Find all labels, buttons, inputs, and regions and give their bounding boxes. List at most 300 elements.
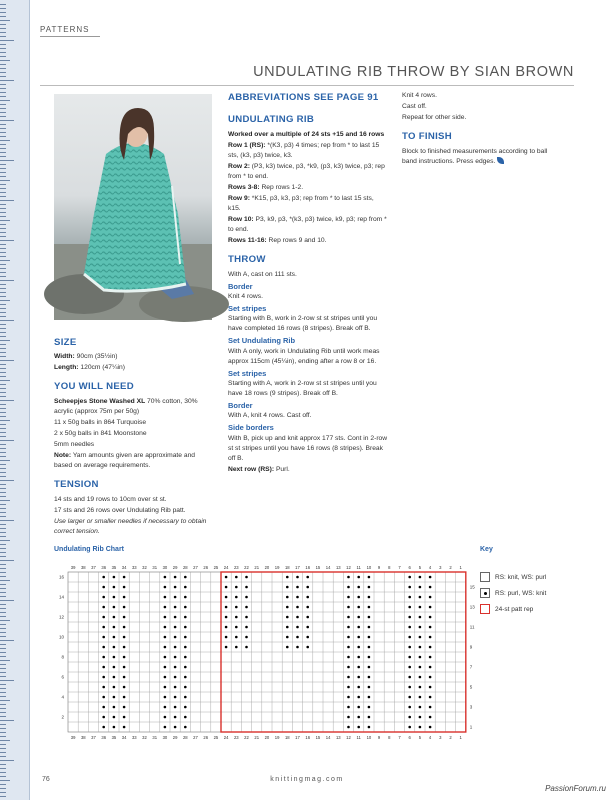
chart-purl-dot [174,646,177,649]
ruler-tick [0,192,6,193]
chart-purl-dot [368,576,371,579]
ruler-tick [0,388,6,389]
chart-purl-dot [102,626,105,629]
chart-purl-dot [235,626,238,629]
ruler-tick [0,4,6,5]
chart-row-label: 14 [58,594,64,600]
chart-purl-dot [123,576,126,579]
ruler-tick [0,312,6,313]
chart-purl-dot [357,636,360,639]
chart-purl-dot [184,616,187,619]
chart-purl-dot [286,596,289,599]
chart-purl-dot [408,726,411,729]
chart-purl-dot [419,716,422,719]
size-width: Width: 90cm (35½in) [54,353,118,361]
chart-purl-dot [306,626,309,629]
ruler-tick [0,28,6,29]
chart-purl-dot [174,596,177,599]
ruler-tick [0,472,6,473]
chart-purl-dot [113,696,116,699]
size-length: Length: 120cm (47¼in) [54,364,125,372]
chart-purl-dot [113,726,116,729]
ruler-tick [0,132,6,133]
ruler-tick [0,616,6,617]
rib-row: Row 1 (RS): *(K3, p3) 4 times; rep from * to last 15 sts, (k3, p3) twice, k3. [228,141,380,159]
chart-col-label: 21 [254,565,260,570]
ruler-tick [0,500,10,501]
ruler-tick [0,344,6,345]
chart-purl-dot [245,636,248,639]
chart-purl-dot [408,676,411,679]
chart-purl-dot [113,606,116,609]
ruler-tick [0,740,10,741]
ruler-tick [0,196,6,197]
chart-container [54,560,474,755]
chart-col-label: 29 [172,565,178,570]
chart-purl-dot [174,616,177,619]
chart-row-label: 15 [469,584,475,590]
chart-purl-dot [123,626,126,629]
chart-purl-dot [347,596,350,599]
chart-purl-dot [245,616,248,619]
ruler-tick [0,324,6,325]
chart-purl-dot [225,606,228,609]
ruler-tick [0,620,10,621]
chart-purl-dot [123,596,126,599]
chart-purl-dot [357,626,360,629]
chart-row-label: 6 [61,674,64,680]
chart-purl-dot [113,626,116,629]
ruler-tick [0,308,6,309]
key-dot-swatch [480,588,490,598]
chart-col-label: 11 [356,735,361,740]
col3-line-1: Knit 4 rows. [402,92,437,99]
chart-col-label: 35 [111,735,117,740]
ruler-tick [0,252,6,253]
chart-col-label: 5 [418,735,422,740]
chart-col-label: 35 [111,565,117,570]
ruler-tick [0,792,6,793]
chart-col-label: 38 [80,735,86,740]
ruler-tick [0,368,6,369]
ruler-tick [0,40,14,41]
throw-section-title: Set stripes [228,368,267,378]
chart-col-label: 2 [449,735,452,740]
chart-row-label: 1 [469,724,473,730]
chart-purl-dot [164,606,167,609]
chart-col-label: 19 [274,565,280,570]
ruler-tick [0,584,6,585]
chart-purl-dot [429,636,432,639]
chart-purl-dot [174,626,177,629]
chart-purl-dot [429,726,432,729]
ruler-tick [0,232,6,233]
chart-col-label: 1 [459,565,462,570]
chart-col-label: 3 [439,565,442,570]
chart-col-label: 28 [182,735,188,740]
ruler-tick [0,744,6,745]
chart-purl-dot [368,686,371,689]
chart-col-label: 13 [335,735,341,740]
chart-purl-dot [225,576,228,579]
chart-purl-dot [225,586,228,589]
chart-purl-dot [123,606,126,609]
chart-purl-dot [286,606,289,609]
ruler-tick [0,600,14,601]
chart-purl-dot [286,586,289,589]
chart-purl-dot [368,596,371,599]
chart-col-label: 39 [70,565,76,570]
ruler-tick [0,396,6,397]
chart-col-label: 28 [182,565,188,570]
photo-woman-with-throw [54,94,212,320]
ruler-tick [0,76,6,77]
chart-purl-dot [102,576,105,579]
chart-purl-dot [174,706,177,709]
chart-purl-dot [245,646,248,649]
ruler-tick [0,248,6,249]
ruler-tick [0,712,6,713]
chart-purl-dot [347,626,350,629]
ruler-tick [0,380,10,381]
ruler-tick [0,688,6,689]
chart-purl-dot [102,596,105,599]
chart-purl-dot [296,626,299,629]
chart-purl-dot [235,646,238,649]
chart-purl-dot [357,586,360,589]
ruler-tick [0,172,6,173]
chart-purl-dot [347,656,350,659]
chart-purl-dot [123,666,126,669]
chart-col-label: 27 [193,565,198,570]
chart-purl-dot [347,576,350,579]
chart-purl-dot [113,676,116,679]
chart-col-label: 10 [366,565,372,570]
chart-purl-dot [286,646,289,649]
chart-row-label: 16 [58,574,64,580]
ruler-tick [0,440,14,441]
chart-col-label: 4 [428,565,432,570]
chart-col-label: 33 [131,565,137,570]
ruler-tick [0,656,6,657]
chart-purl-dot [357,726,360,729]
chart-purl-dot [357,686,360,689]
finish-heading: TO FINISH [402,131,452,143]
key-plain-swatch [480,572,490,582]
chart-purl-dot [174,666,177,669]
chart-purl-dot [102,676,105,679]
ruler-tick [0,296,6,297]
chart-purl-dot [286,626,289,629]
chart-col-label: 21 [254,735,260,740]
chart-col-label: 17 [295,735,300,740]
chart-purl-dot [113,706,116,709]
ruler-tick [0,96,6,97]
chart-purl-dot [123,676,126,679]
ruler-tick [0,756,6,757]
chart-purl-dot [419,686,422,689]
ruler-tick [0,676,6,677]
chart-purl-dot [368,636,371,639]
ruler-tick [0,508,6,509]
chart-col-label: 7 [398,735,401,740]
chart-purl-dot [306,576,309,579]
chart-col-label: 8 [388,735,391,740]
chart-col-label: 26 [203,735,209,740]
chart-purl-dot [164,696,167,699]
col3-line-2: Cast off. [402,103,427,111]
chart-purl-dot [419,706,422,709]
ruler-tick [0,280,14,281]
chart-purl-dot [225,646,228,649]
chart-purl-dot [102,686,105,689]
chart-purl-dot [419,636,422,639]
chart-purl-dot [368,726,371,729]
chart-purl-dot [306,586,309,589]
chart-purl-dot [184,606,187,609]
chart-purl-dot [235,636,238,639]
ruler-tick [0,504,6,505]
ruler-tick [0,416,6,417]
ruler-tick [0,372,6,373]
chart-purl-dot [357,716,360,719]
rib-row: Rows 3-8: Rep rows 1-2. [228,184,304,192]
ruler-tick [0,704,6,705]
throw-section-title: Set Undulating Rib [228,336,296,346]
section-label: PATTERNS [40,25,90,34]
chart-purl-dot [102,636,105,639]
chart-col-label: 8 [388,565,391,570]
chart-purl-dot [347,586,350,589]
ruler-tick [0,108,6,109]
ruler-tick [0,700,10,701]
chart-purl-dot [368,656,371,659]
chart-purl-dot [429,576,432,579]
chart-purl-dot [347,696,350,699]
chart-col-label: 15 [315,735,321,740]
ruler-tick [0,176,6,177]
chart-purl-dot [245,576,248,579]
chart-col-label: 34 [121,735,127,740]
chart-purl-dot [174,586,177,589]
chart-purl-dot [419,656,422,659]
ruler-tick [0,212,6,213]
key-repeat-swatch [480,604,490,614]
ruler-tick [0,268,6,269]
key-item-purl: RS: purl, WS: knit [480,588,546,598]
ruler-tick [0,300,10,301]
chart-purl-dot [408,686,411,689]
ruler-tick [0,8,6,9]
chart-purl-dot [123,586,126,589]
chart-purl-dot [357,666,360,669]
ruler-tick [0,580,10,581]
chart-purl-dot [357,606,360,609]
size-heading: SIZE [54,337,77,348]
chart-purl-dot [123,696,126,699]
ruler-tick [0,184,6,185]
chart-purl-dot [164,676,167,679]
chart-col-label: 14 [325,565,331,570]
chart-col-label: 29 [172,735,178,740]
chart-purl-dot [164,706,167,709]
chart-row-label: 4 [61,694,64,700]
ruler-tick [0,660,10,661]
chart-col-label: 37 [91,565,96,570]
yarn-line-3: 2 x 50g balls in 841 Moonstone [54,430,147,438]
chart-row-label: 12 [58,614,64,620]
page-number: 76 [42,776,50,783]
ruler-tick [0,236,6,237]
ruler-tick [0,92,6,93]
throw-section-title: Border [228,401,253,411]
chart-purl-dot [419,666,422,669]
ruler-tick [0,572,6,573]
chart-purl-dot [113,716,116,719]
ruler-tick [0,760,14,761]
chart-purl-dot [408,586,411,589]
ruler-tick [0,560,14,561]
ruler-tick [0,752,6,753]
ruler-tick [0,364,6,365]
ruler-tick [0,588,6,589]
ruler-tick [0,304,6,305]
ruler-tick [0,512,6,513]
chart-purl-dot [102,606,105,609]
throw-section-text: With A only, work in Undulating Rib until work meas approx 115cm (45¼in), ending after a row 8 or 16. [228,347,380,365]
chart-col-label: 30 [162,565,168,570]
chart-row-label: 9 [469,644,473,650]
throw-section-title: Border [228,281,253,291]
ruler-tick [0,784,6,785]
chart-purl-dot [368,676,371,679]
ruler-tick [0,156,6,157]
key-heading: Key [480,546,493,553]
chart-purl-dot [368,716,371,719]
section-rule [40,36,100,37]
ruler-tick [0,544,6,545]
ruler-tick [0,648,6,649]
chart-col-label: 32 [142,735,147,740]
chart-purl-dot [408,716,411,719]
chart-purl-dot [357,676,360,679]
ruler-tick [0,136,6,137]
ruler-tick [0,276,6,277]
ruler-tick [0,128,6,129]
ruler-tick [0,264,6,265]
column-middle [228,91,388,476]
need-heading: YOU WILL NEED [54,381,134,393]
chart-col-label: 31 [152,735,158,740]
ruler-tick [0,32,6,33]
key-item-knit: RS: knit, WS: purl [480,572,546,582]
ruler-tick [0,220,10,221]
ruler-tick [0,352,6,353]
rib-row: Row 2: (P3, k3) twice, p3, *k9, (p3, k3) twice, p3; rep from * to end. [228,162,385,180]
ruler-tick [0,428,6,429]
chart-purl-dot [429,626,432,629]
ruler [0,0,30,800]
ruler-tick [0,84,6,85]
chart-purl-dot [123,726,126,729]
chart-col-label: 18 [284,565,290,570]
chart-purl-dot [164,666,167,669]
chart-purl-dot [102,666,105,669]
chart-purl-dot [113,656,116,659]
throw-next-row: Next row (RS): Purl. [228,465,290,473]
chart-purl-dot [429,586,432,589]
chart-purl-dot [408,706,411,709]
ruler-tick [0,216,6,217]
ruler-tick [0,316,6,317]
key-item-repeat: 24-st patt rep [480,604,533,614]
chart-col-label: 36 [101,735,107,740]
ruler-tick [0,348,6,349]
chart-purl-dot [357,646,360,649]
ruler-tick [0,404,6,405]
chart-purl-dot [164,586,167,589]
ruler-tick [0,664,6,665]
chart-col-label: 7 [398,565,401,570]
chart-col-label: 15 [315,565,321,570]
chart-purl-dot [347,646,350,649]
chart-purl-dot [347,606,350,609]
ruler-tick [0,208,6,209]
col3-line-3: Repeat for other side. [402,114,467,122]
chart-purl-dot [184,716,187,719]
ruler-tick [0,384,6,385]
chart-purl-dot [296,586,299,589]
throw-section-text: Knit 4 rows. [228,292,263,300]
chart-purl-dot [368,696,371,699]
chart-col-label: 39 [70,735,76,740]
ruler-tick [0,88,6,89]
chart-purl-dot [102,616,105,619]
column-left [54,336,214,538]
chart-col-label: 24 [223,735,229,740]
chart-purl-dot [184,706,187,709]
chart-purl-dot [164,646,167,649]
chart-purl-dot [174,686,177,689]
ruler-tick [0,272,6,273]
ruler-tick [0,408,6,409]
ruler-tick [0,564,6,565]
ruler-tick [0,376,6,377]
chart-purl-dot [113,616,116,619]
ruler-tick [0,392,6,393]
chart-col-label: 11 [356,565,361,570]
chart-purl-dot [408,606,411,609]
rib-subheading: Worked over a multiple of 24 sts +15 and 16 rows [228,130,385,138]
ruler-tick [0,152,6,153]
chart-col-label: 17 [295,565,300,570]
throw-section-text: Starting with B, work in 2-row st st stripes until you have completed 16 rows (8 stripes). Break off B. [228,315,378,333]
ruler-tick [0,20,10,21]
chart-purl-dot [429,716,432,719]
chart-col-label: 38 [80,565,86,570]
chart-purl-dot [429,646,432,649]
ruler-tick [0,592,6,593]
chart-purl-dot [357,706,360,709]
chart-purl-dot [357,656,360,659]
chart-purl-dot [347,616,350,619]
chart-purl-dot [347,716,350,719]
chart-purl-dot [225,616,228,619]
chart-purl-dot [184,676,187,679]
ruler-tick [0,144,6,145]
chart-purl-dot [113,576,116,579]
chart-purl-dot [164,596,167,599]
